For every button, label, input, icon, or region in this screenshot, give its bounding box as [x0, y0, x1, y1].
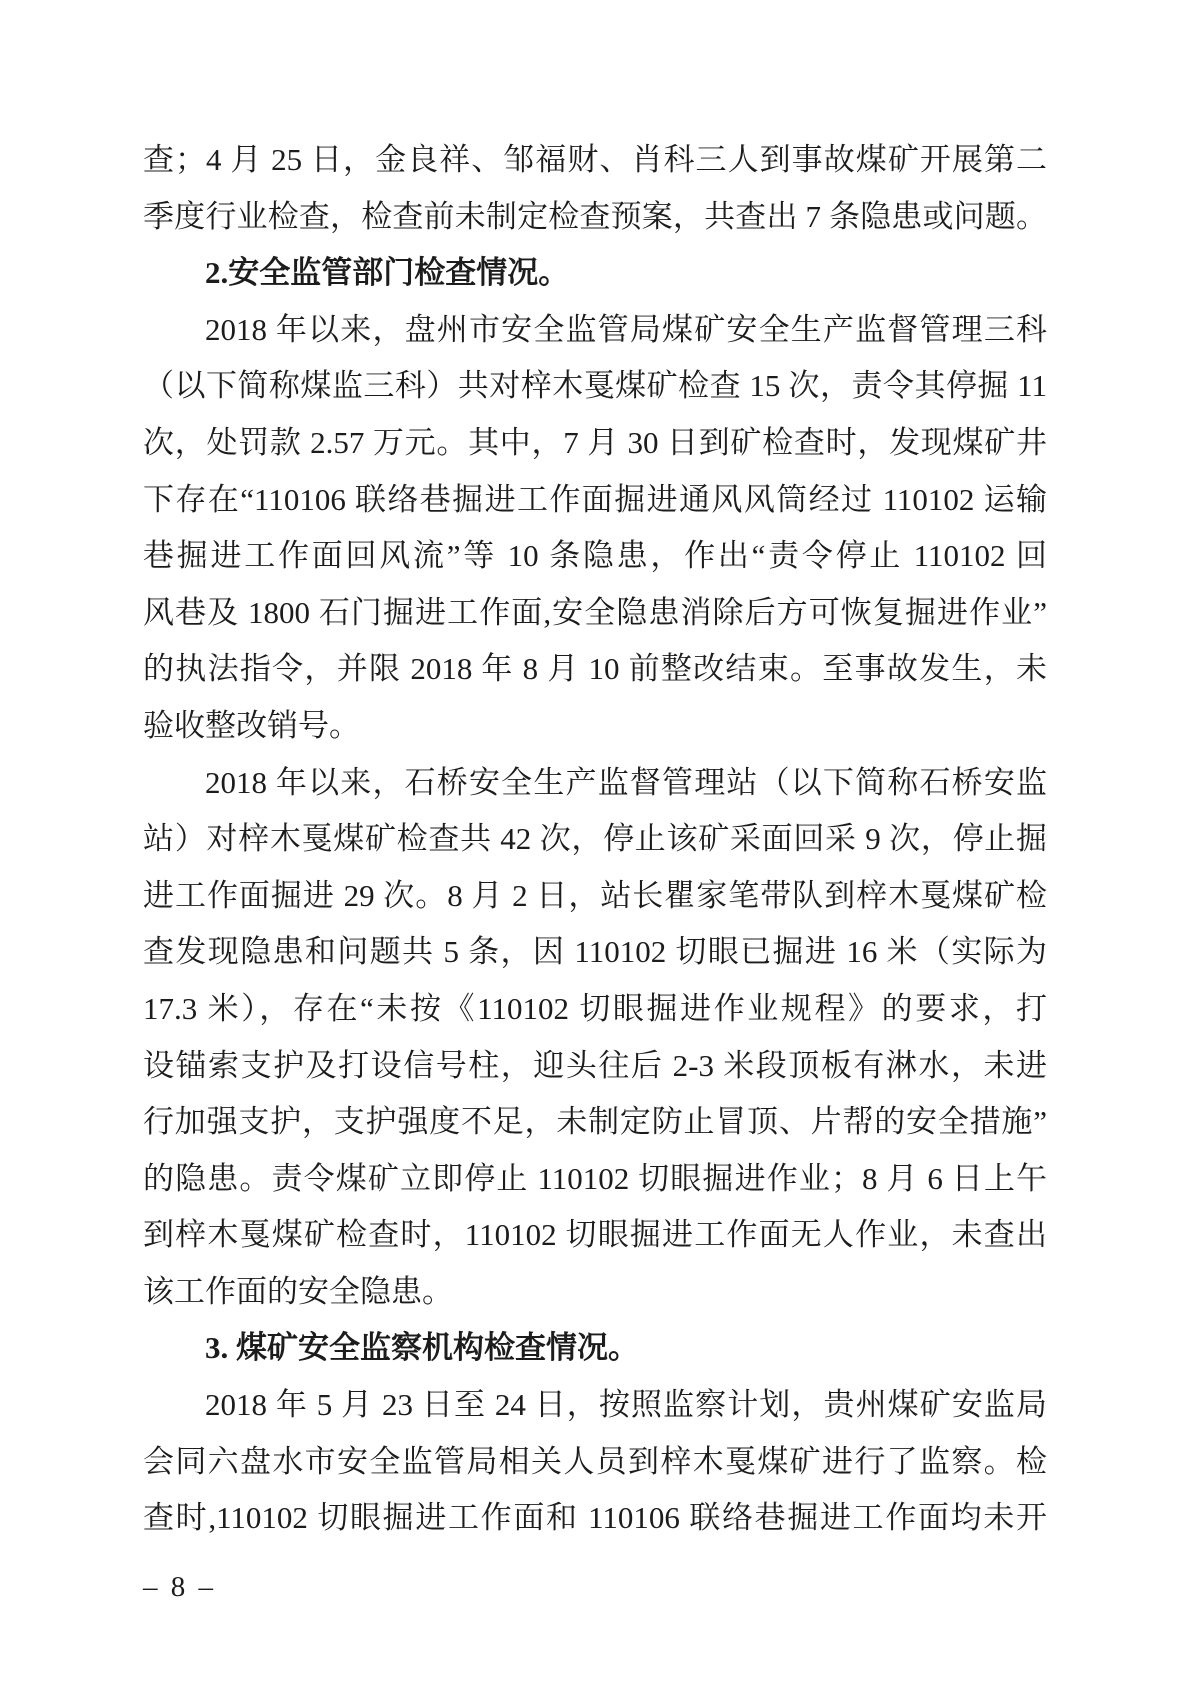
section-heading-3: 3. 煤矿安全监察机构检查情况。 [205, 1330, 639, 1366]
text-line: 进工作面掘进 29 次。8 月 2 日，站长瞿家笔带队到梓木戛煤矿检 [143, 877, 1047, 913]
text-line: 会同六盘水市安全监管局相关人员到梓木戛煤矿进行了监察。检 [143, 1443, 1047, 1479]
text-line: 该工作面的安全隐患。 [143, 1273, 453, 1309]
text-line: 验收整改销号。 [143, 707, 360, 743]
text-line: 巷掘进工作面回风流”等 10 条隐患，作出“责令停止 110102 回 [143, 538, 1047, 574]
text-line: 风巷及 1800 石门掘进工作面,安全隐患消除后方可恢复掘进作业” [143, 594, 1047, 630]
text-line: 站）对梓木戛煤矿检查共 42 次，停止该矿采面回采 9 次，停止掘 [143, 821, 1047, 857]
text-line: 设锚索支护及打设信号柱，迎头往后 2-3 米段顶板有淋水，未进 [143, 1047, 1047, 1083]
text-line: 次，处罚款 2.57 万元。其中，7 月 30 日到矿检查时，发现煤矿井 [143, 424, 1047, 460]
text-line: 到梓木戛煤矿检查时，110102 切眼掘进工作面无人作业，未查出 [143, 1217, 1047, 1253]
text-line: 查；4 月 25 日，金良祥、邹福财、肖科三人到事故煤矿开展第二 [143, 142, 1047, 177]
document-body [143, 132, 1047, 1547]
text-line: （以下简称煤监三科）共对梓木戛煤矿检查 15 次，责令其停掘 11 [143, 368, 1047, 404]
section-heading-2: 2.安全监管部门检查情况。 [205, 255, 570, 291]
text-line: 查时,110102 切眼掘进工作面和 110106 联络巷掘进工作面均未开 [143, 1500, 1047, 1536]
text-line: 的隐患。责令煤矿立即停止 110102 切眼掘进作业；8 月 6 日上午 [143, 1160, 1047, 1196]
text-line: 17.3 米），存在“未按《110102 切眼掘进作业规程》的要求，打 [143, 990, 1047, 1026]
text-line: 下存在“110106 联络巷掘进工作面掘进通风风筒经过 110102 运输 [143, 481, 1047, 517]
page-number: – 8 – [143, 1571, 216, 1603]
text-line: 2018 年以来，盘州市安全监管局煤矿安全生产监督管理三科 [205, 311, 1047, 347]
text-line: 2018 年 5 月 23 日至 24 日，按照监察计划，贵州煤矿安监局 [205, 1387, 1047, 1423]
text-line: 的执法指令，并限 2018 年 8 月 10 前整改结束。至事故发生，未 [143, 651, 1047, 687]
text-line: 季度行业检查，检查前未制定检查预案，共查出 7 条隐患或问题。 [143, 198, 1047, 234]
text-line: 2018 年以来，石桥安全生产监督管理站（以下简称石桥安监 [205, 764, 1047, 800]
text-line: 行加强支护，支护强度不足，未制定防止冒顶、片帮的安全措施” [143, 1104, 1047, 1140]
text-line: 查发现隐患和问题共 5 条，因 110102 切眼已掘进 16 米（实际为 [143, 934, 1047, 970]
